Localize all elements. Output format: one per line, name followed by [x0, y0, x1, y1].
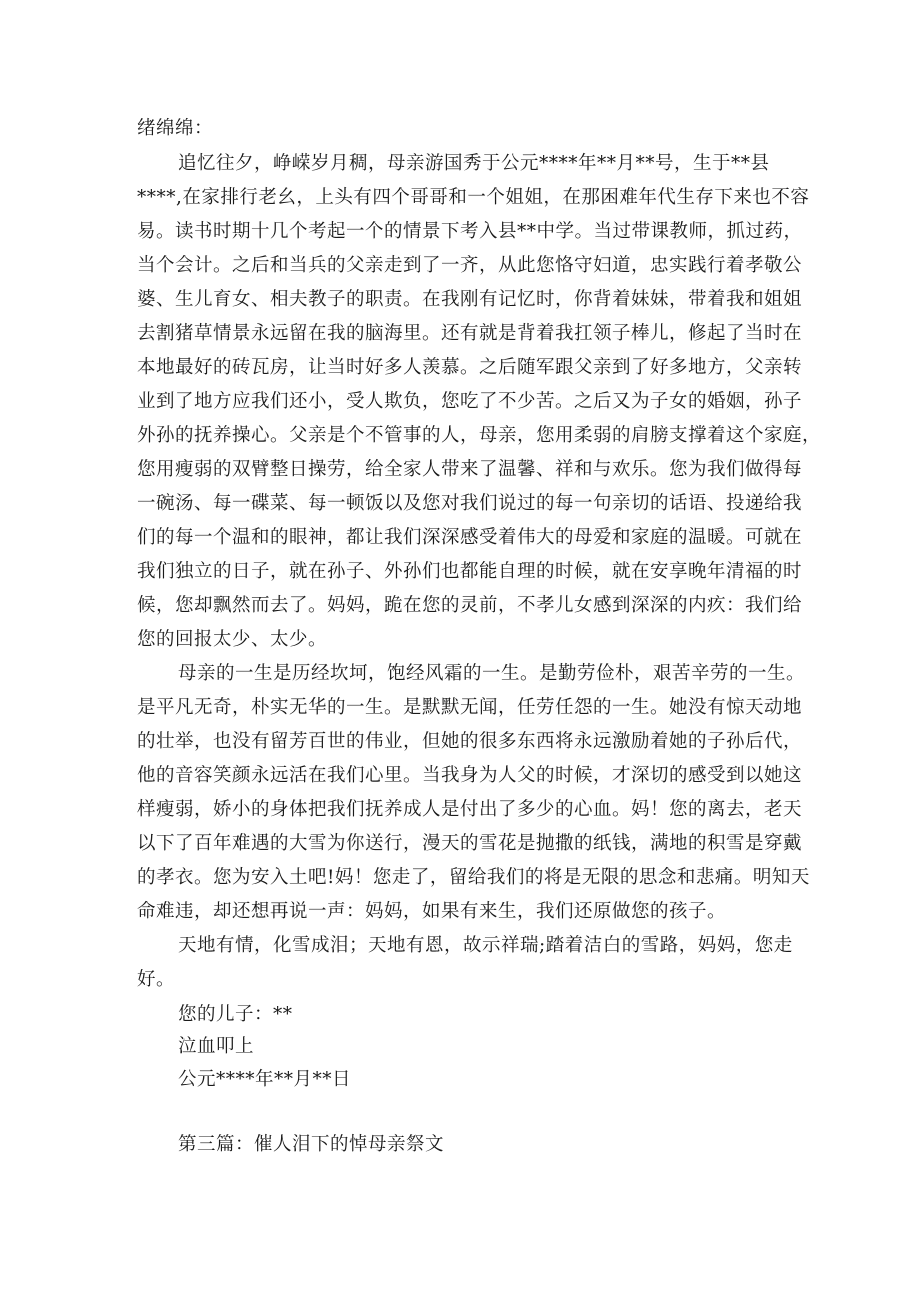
section-heading: 第三篇：催人泪下的悼母亲祭文: [178, 1134, 445, 1155]
paragraph-line: 候，您却飘然而去了。妈妈，跪在您的灵前，不孝儿女感到深深的内疚：我们给: [137, 595, 803, 616]
paragraph-line: 婆、生儿育女、相夫教子的职责。在我刚有记忆时，你背着妹妹，带着我和姐姐: [137, 289, 803, 310]
text-line: 绪绵绵：: [137, 118, 214, 139]
paragraph-line: 们的每一个温和的眼神，都让我们深深感受着伟大的母爱和家庭的温暖。可就在: [137, 527, 803, 548]
paragraph-line: 是平凡无奇，朴实无华的一生。是默默无闻，任劳任怨的一生。她没有惊天动地: [137, 697, 803, 718]
paragraph-line: ****,在家排行老幺，上头有四个哥哥和一个姐姐，在那困难年代生存下来也不容: [137, 187, 810, 208]
paragraph-line: 易。读书时期十几个考起一个的情景下考入县**中学。当过带课教师，抓过药，: [137, 221, 803, 242]
paragraph-line: 当个会计。之后和当兵的父亲走到了一齐，从此您恪守妇道，忠实践行着孝敬公: [137, 255, 803, 276]
signature-date: 公元****年**月**日: [178, 1069, 352, 1090]
paragraph-line: 命难违，却还想再说一声：妈妈，如果有来生，我们还原做您的孩子。: [137, 901, 727, 922]
paragraph-line: 外孙的抚养操心。父亲是个不管事的人，母亲，您用柔弱的肩膀支撑着这个家庭，: [137, 425, 822, 446]
signature-kowtow: 泣血叩上: [178, 1036, 255, 1057]
paragraph-line: 您用瘦弱的双臂整日操劳，给全家人带来了温馨、祥和与欢乐。您为我们做得每: [137, 459, 803, 480]
paragraph-line: 天地有情，化雪成泪；天地有恩，故示祥瑞;踏着洁白的雪路，妈妈，您走: [178, 935, 793, 956]
paragraph-line: 的壮举，也没有留芳百世的伟业，但她的很多东西将永远激励着她的子孙后代，: [137, 731, 803, 752]
paragraph-line: 追忆往夕，峥嵘岁月稠，母亲游国秀于公元****年**月**号，生于**县: [178, 153, 770, 174]
paragraph-line: 我们独立的日子，就在孙子、外孙们也都能自理的时候，就在安享晚年清福的时: [137, 561, 803, 582]
signature-son: 您的儿子：**: [178, 1004, 293, 1025]
paragraph-line: 好。: [137, 969, 176, 990]
paragraph-line: 业到了地方应我们还小，受人欺负，您吃了不少苦。之后又为子女的婚姻，孙子: [137, 391, 803, 412]
paragraph-line: 本地最好的砖瓦房，让当时好多人羡慕。之后随军跟父亲到了好多地方，父亲转: [137, 357, 803, 378]
paragraph-line: 您的回报太少、太少。: [137, 629, 328, 650]
paragraph-line: 以下了百年难遇的大雪为你送行，漫天的雪花是抛撒的纸钱，满地的积雪是穿戴: [137, 833, 803, 854]
paragraph-line: 样瘦弱，娇小的身体把我们抚养成人是付出了多少的心血。妈！您的离去，老天: [137, 799, 803, 820]
paragraph-line: 去割猪草情景永远留在我的脑海里。还有就是背着我扛领子棒儿，修起了当时在: [137, 323, 803, 344]
paragraph-line: 母亲的一生是历经坎坷，饱经风霜的一生。是勤劳俭朴，艰苦辛劳的一生。: [178, 663, 806, 684]
paragraph-line: 他的音容笑颜永远活在我们心里。当我身为人父的时候，才深切的感受到以她这: [137, 765, 803, 786]
paragraph-line: 一碗汤、每一碟菜、每一顿饭以及您对我们说过的每一句亲切的话语、投递给我: [137, 493, 803, 514]
paragraph-line: 的孝衣。您为安入土吧!妈！您走了，留给我们的将是无限的思念和悲痛。明知天: [137, 867, 810, 888]
